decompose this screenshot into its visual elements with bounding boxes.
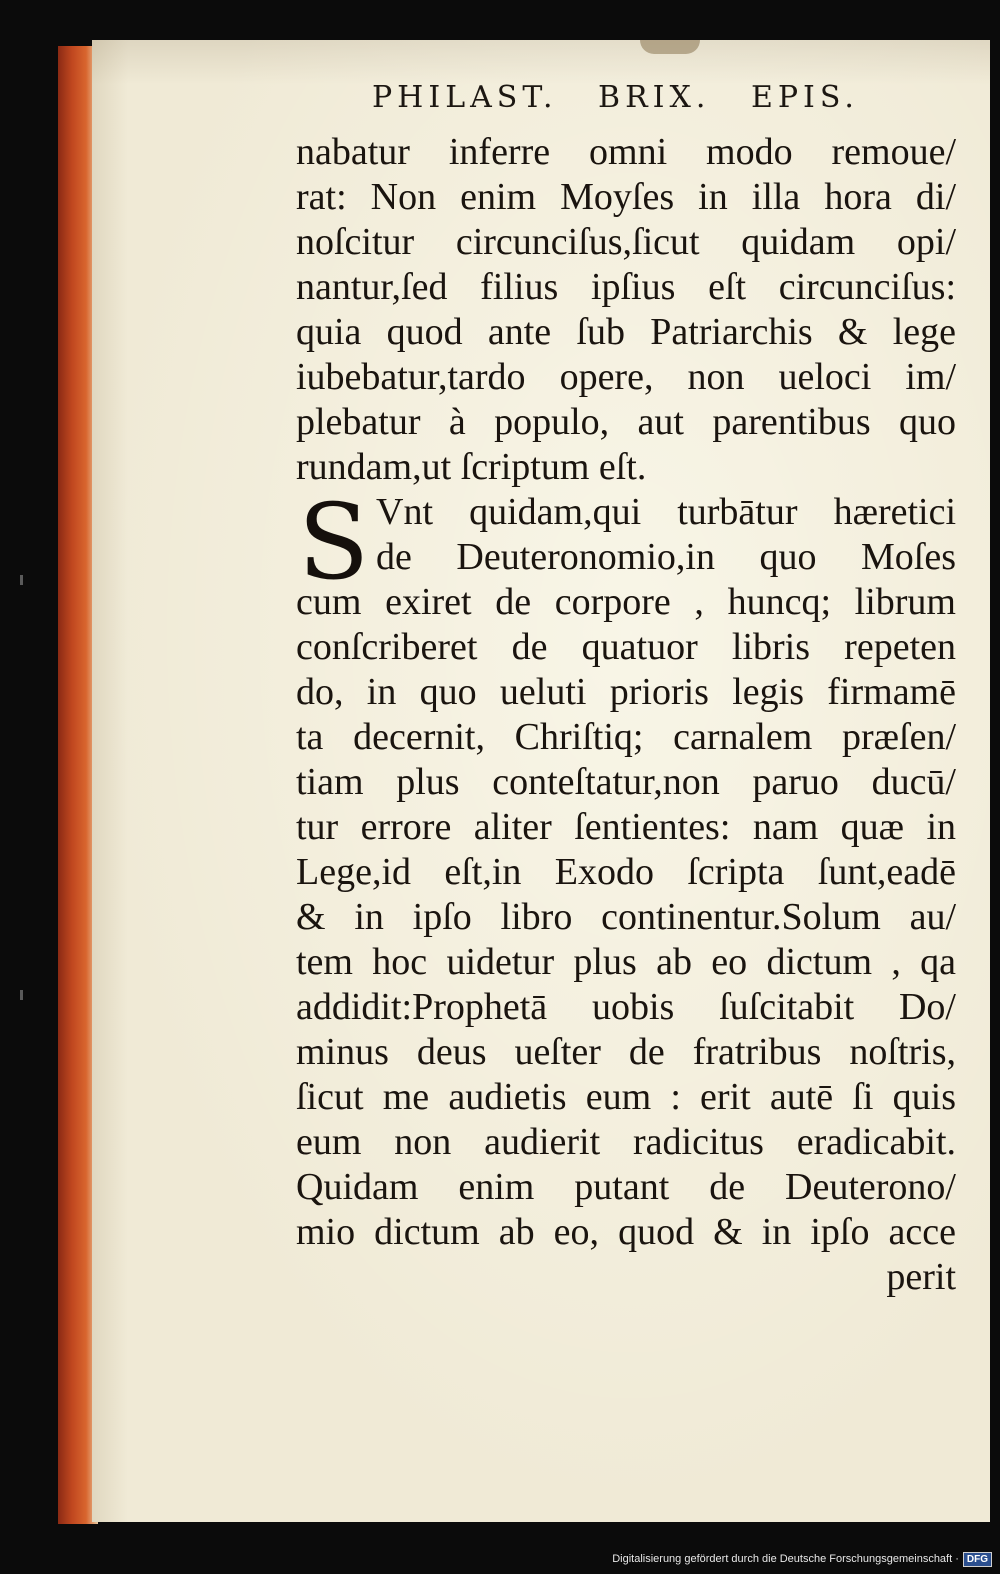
text-line: de Deuteronomio,in quo Moſes [376,536,956,578]
text-line: cum exiret de corpore , huncq; librum [296,581,956,623]
margin-mark [20,990,23,1000]
margin-mark [20,575,23,585]
text-line: do, in quo ueluti prioris legis firmamē [296,671,956,713]
left-margin-marks [20,0,60,1574]
text-line: nabatur inferre omni modo remoue/ [296,131,956,173]
text-line: Lege,id eſt,in Exodo ſcripta ſunt,eadē [296,851,956,893]
text-line: & in ipſo libro continentur.Solum au/ [296,896,956,938]
text-line: eum non audierit radicitus eradicabit. [296,1121,956,1163]
catchword: perit [886,1256,956,1298]
text-line: rat: Non enim Moyſes in illa hora di/ [296,176,956,218]
text-line: iubebatur,tardo opere, non ueloci im/ [296,356,956,398]
paragraph-1 [296,130,956,490]
digitization-footer [600,1549,992,1569]
text-line: minus deus ueſter de fratribus noſtris, [296,1031,956,1073]
text-line: quia quod ante ſub Patriarchis & lege [296,311,956,353]
text-line: conſcriberet de quatuor libris repeten [296,626,956,668]
running-title-part: BRIX. [598,80,711,115]
funding-note: Digitalisierung gefördert durch die Deutsche Forschungsgemeinschaft · [612,1553,959,1565]
text-line: addidit:Prophetā uobis ſuſcitabit Do/ [296,986,956,1028]
page-stain [640,40,700,54]
text-line: tur errore aliter ſentientes: nam quæ in [296,806,956,848]
body-text [296,130,956,1300]
running-title-part: PHILAST. [372,80,558,115]
text-line: tem hoc uidetur plus ab eo dictum , qa [296,941,956,983]
paragraph-2 [296,481,956,1300]
text-line: mio dictum ab eo, quod & in ipſo acce [296,1211,956,1253]
running-header [372,80,972,115]
text-line: tiam plus conteſtatur,non paruo ducū/ [296,761,956,803]
drop-cap: S [298,481,370,603]
text-line: rundam,ut ſcriptum eſt. [296,446,647,488]
text-line: noſcitur circunciſus,ſicut quidam opi/ [296,221,956,263]
text-line: plebatur à populo, aut parentibus quo [296,401,956,443]
running-title-part: EPIS. [750,80,859,115]
text-line: Quidam enim putant de Deuterono/ [296,1166,956,1208]
text-line: Vnt quidam,qui turbātur hæretici [376,491,956,533]
dfg-logo-badge[interactable]: DFG [963,1552,992,1567]
text-line: nantur,ſed filius ipſius eſt circunciſus: [296,266,956,308]
text-line: ſicut me audietis eum : erit autē ſi quis [296,1076,956,1118]
text-line: ta decernit, Chriſtiq; carnalem præſen/ [296,716,956,758]
